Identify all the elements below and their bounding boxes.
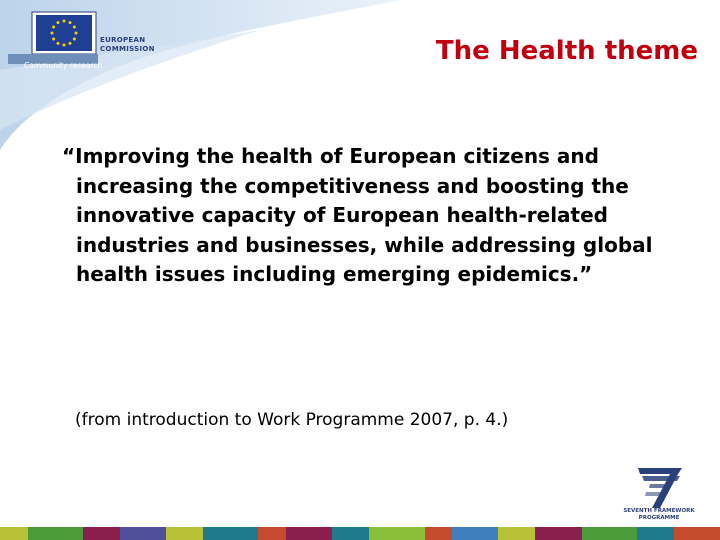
page-title: The Health theme — [435, 36, 698, 66]
eu-star-icon — [69, 21, 72, 24]
color-bar-segment — [498, 527, 535, 540]
color-bar-segment — [637, 527, 674, 540]
color-bar-segment — [83, 527, 120, 540]
eu-star-icon — [73, 38, 76, 41]
eu-star-icon — [52, 26, 55, 29]
logo-line2: COMMISSION — [100, 45, 155, 53]
color-bar-segment — [369, 527, 424, 540]
european-commission-logo — [8, 8, 158, 70]
color-bar-segment — [332, 527, 369, 540]
color-bar-segment — [535, 527, 581, 540]
eu-star-icon — [63, 20, 66, 23]
eu-star-icon — [69, 42, 72, 45]
eu-star-icon — [52, 38, 55, 41]
eu-star-icon — [63, 44, 66, 47]
eu-star-icon — [57, 42, 60, 45]
eu-star-icon — [51, 32, 54, 35]
color-bar-segment — [582, 527, 637, 540]
color-bar-segment — [120, 527, 166, 540]
fp7-caption — [622, 508, 696, 522]
eu-star-icon — [57, 21, 60, 24]
color-bar-segment — [0, 527, 28, 540]
color-bar-segment — [452, 527, 498, 540]
color-bar-segment — [28, 527, 83, 540]
color-bar-segment — [674, 527, 720, 540]
color-bar-segment — [166, 527, 203, 540]
color-bar-segment — [425, 527, 453, 540]
color-bar-segment — [258, 527, 286, 540]
color-bar-segment — [286, 527, 332, 540]
color-bar-segment — [203, 527, 258, 540]
logo-line1: EUROPEAN — [100, 36, 146, 44]
eu-star-icon — [73, 26, 76, 29]
eu-star-icon — [75, 32, 78, 35]
fp7-caption-line1: SEVENTH FRAMEWORK — [623, 508, 695, 514]
logo-subtitle: Community research — [24, 61, 103, 70]
quote-text: “Improving the health of European citizens and increasing the competitiveness and boosting the innovative capacity of European health-related industries and businesses, while addressing global health issues including emerging epidemics.” — [62, 144, 653, 286]
fp7-caption-line2: PROGRAMME — [638, 515, 680, 521]
logo-text — [100, 36, 155, 54]
source-citation: (from introduction to Work Programme 2007, p. 4.) — [75, 410, 509, 430]
bottom-color-bar — [0, 527, 720, 540]
